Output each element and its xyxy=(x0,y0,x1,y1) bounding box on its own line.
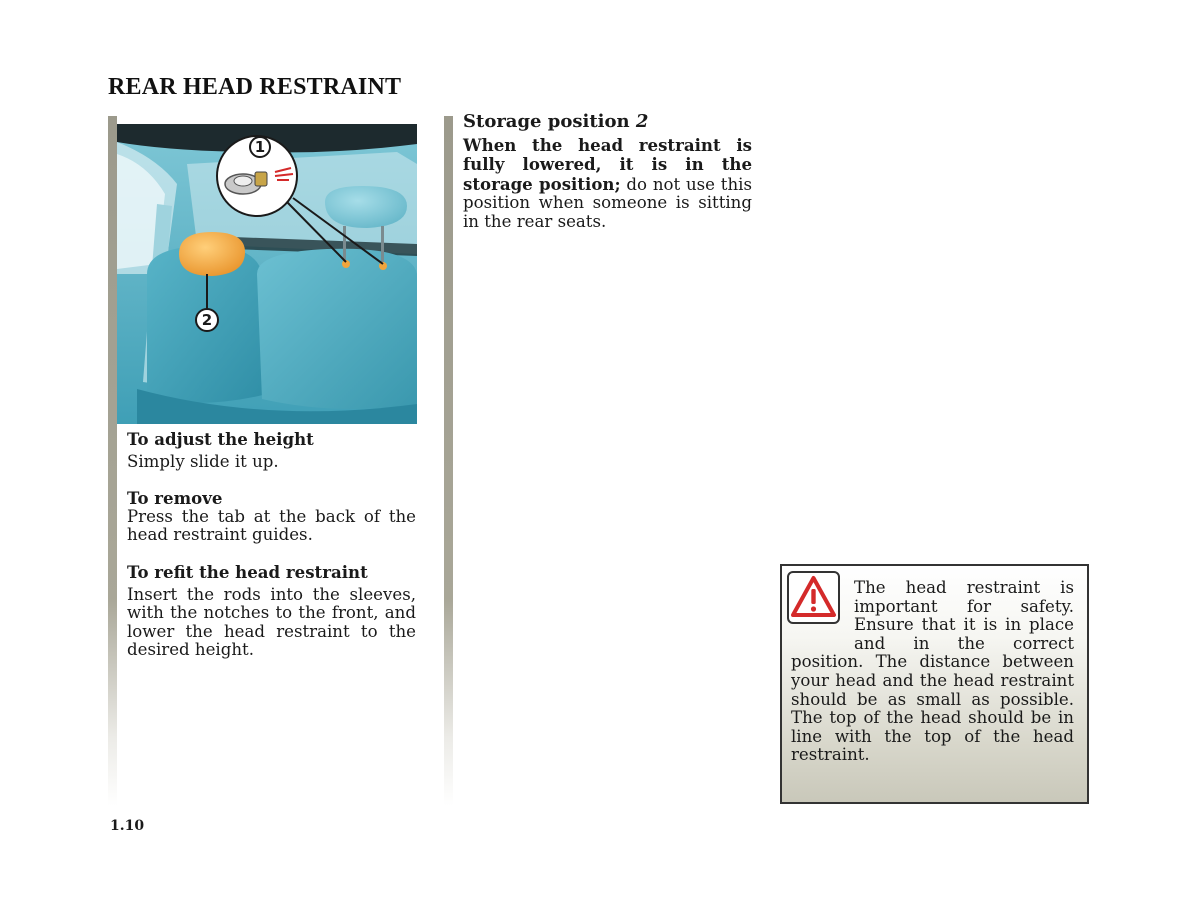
refit-body: Insert the rods into the sleeves, with the notches to the front, and lower the head restraint to the desired height. xyxy=(127,584,416,660)
callout-2-badge: 2 xyxy=(195,308,219,332)
middle-column-bar xyxy=(444,116,453,806)
rear-seat-drawing xyxy=(117,124,417,424)
storage-body xyxy=(463,136,752,232)
page-number: 1.10 xyxy=(110,818,145,834)
remove-heading: To remove xyxy=(127,488,223,509)
warning-text: The head restraint is important for safety. Ensure that it is in place and in the correct position. The distance between your head and the head restraint should be as small as possible. The top of the head should be in line with the top of the head restraint. xyxy=(791,578,1074,765)
adjust-heading: To adjust the height xyxy=(127,429,314,449)
left-column-bar xyxy=(108,116,117,806)
refit-heading: To refit the head restraint xyxy=(127,561,368,582)
warning-text-block xyxy=(791,579,1074,765)
page-title: REAR HEAD RESTRAINT xyxy=(108,74,402,100)
callout-1-badge: 1 xyxy=(249,136,271,158)
rear-seat-illustration xyxy=(117,124,417,424)
remove-body: Press the tab at the back of the head restraint guides. xyxy=(127,506,416,545)
right-column-text xyxy=(463,113,752,232)
storage-heading-label: Storage position xyxy=(463,111,630,132)
storage-heading xyxy=(463,113,752,132)
left-column-text xyxy=(127,430,416,660)
adjust-body: Simply slide it up. xyxy=(127,451,279,471)
storage-plain-text: do not use this position when someone is sitting in the rear seats. xyxy=(463,174,752,231)
storage-heading-number: 2 xyxy=(635,111,649,132)
storage-bold-text: When the head restraint is fully lowered, it is in the storage position; xyxy=(463,134,752,194)
safety-warning-box xyxy=(780,564,1089,804)
